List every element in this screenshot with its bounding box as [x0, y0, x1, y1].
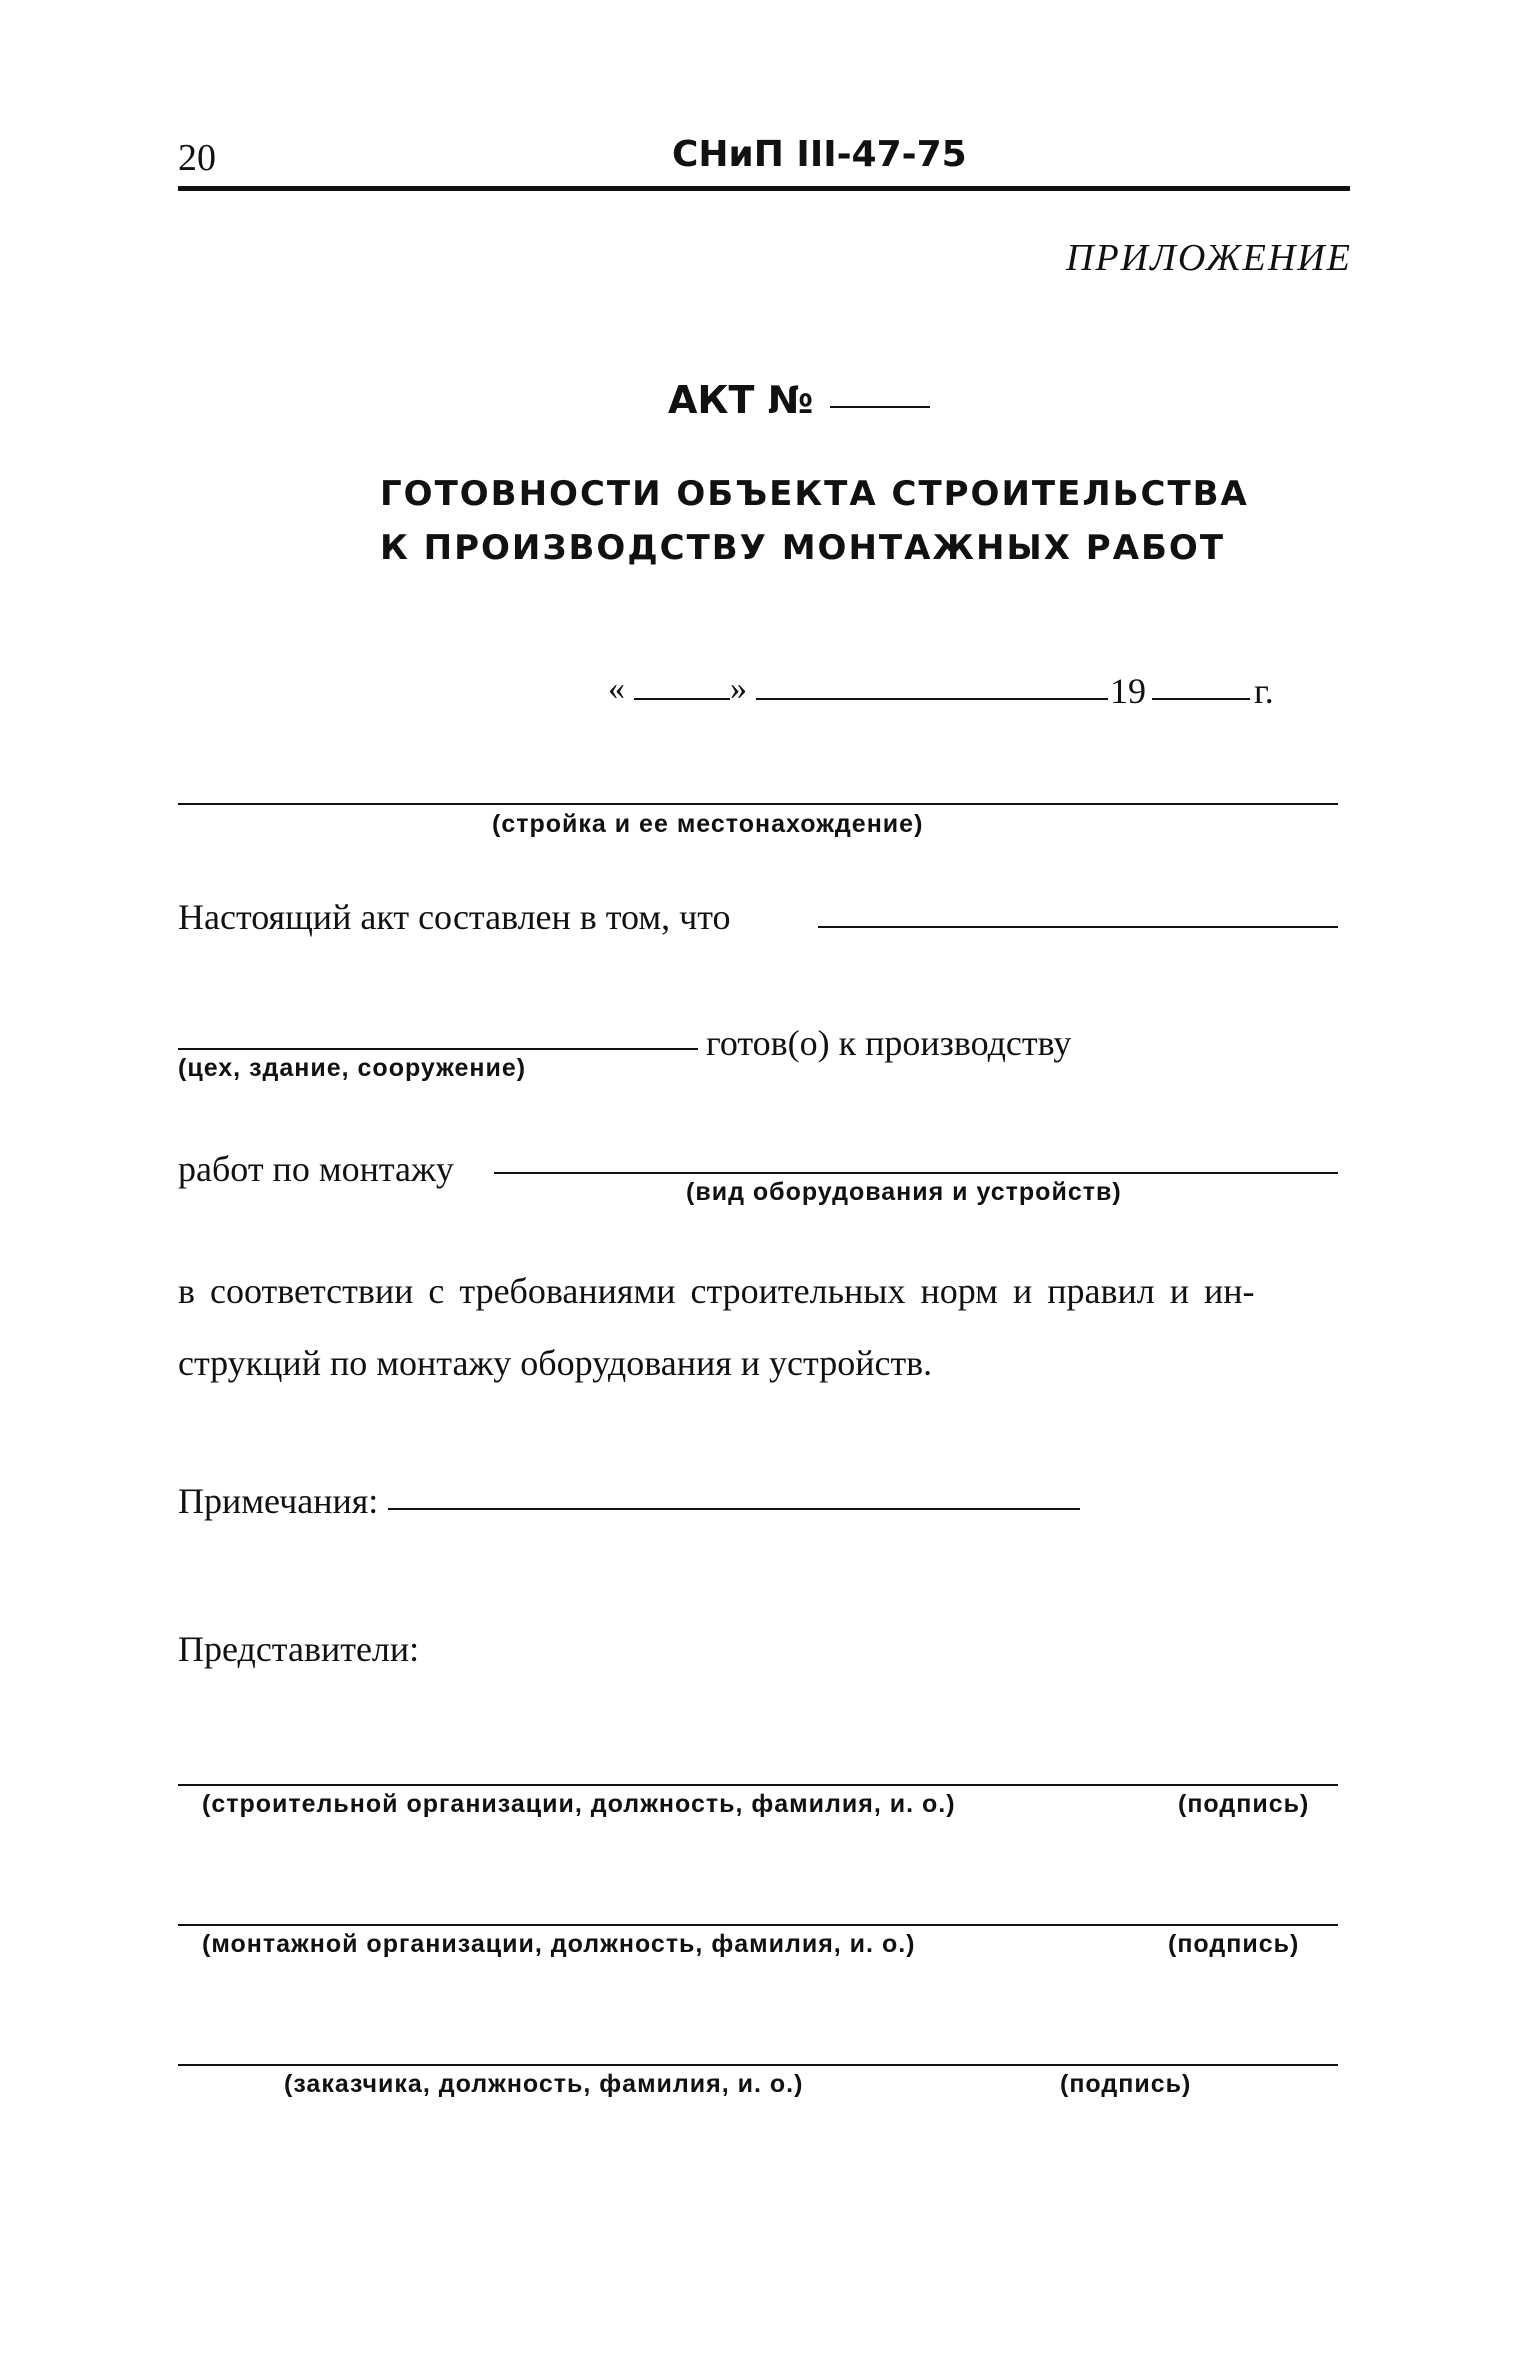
act-statement-blank: [818, 926, 1338, 928]
year-blank: [1152, 698, 1250, 700]
signature-line-3: [178, 2064, 1338, 2066]
equipment-caption: (вид оборудования и устройств): [686, 1178, 1122, 1206]
appendix-label: ПРИЛОЖЕНИЕ: [1066, 237, 1352, 279]
act-statement: Настоящий акт составлен в том, что: [178, 897, 731, 937]
notes-blank: [388, 1508, 1080, 1510]
building-caption: (цех, здание, сооружение): [178, 1054, 527, 1082]
signature-sign-caption-2: (подпись): [1168, 1930, 1300, 1958]
signature-role-caption-3: (заказчика, должность, фамилия, и. о.): [284, 2070, 804, 2098]
document-code: СНиП III-47-75: [672, 134, 967, 175]
signature-role-caption-2: (монтажной организации, должность, фамилия, и. о.): [202, 1930, 916, 1958]
ready-text: готов(о) к производству: [706, 1023, 1072, 1063]
page-number: 20: [178, 137, 216, 179]
date-open-quote: «: [608, 670, 625, 707]
compliance-line-2: струкций по монтажу оборудования и устройств.: [178, 1343, 933, 1383]
date-close-quote: »: [730, 670, 747, 707]
representatives-label: Представители:: [178, 1629, 420, 1669]
header-rule: [178, 186, 1350, 191]
act-number-blank: [830, 406, 930, 408]
compliance-line-1: в соответствии с требованиями строительных норм и правил и ин-: [178, 1271, 1255, 1311]
signature-sign-caption-1: (подпись): [1178, 1790, 1310, 1818]
act-label: АКТ №: [668, 378, 814, 422]
title-line-2: К ПРОИЗВОДСТВУ МОНТАЖНЫХ РАБОТ: [380, 528, 1226, 568]
signature-role-caption-1: (строительной организации, должность, фамилия, и. о.): [202, 1790, 956, 1818]
year-prefix: 19: [1110, 671, 1146, 711]
works-label: работ по монтажу: [178, 1149, 454, 1189]
equipment-blank: [494, 1172, 1338, 1174]
year-suffix: г.: [1254, 671, 1274, 711]
signature-sign-caption-3: (подпись): [1060, 2070, 1192, 2098]
site-caption: (стройка и ее местонахождение): [492, 810, 924, 838]
notes-label: Примечания:: [178, 1481, 379, 1521]
signature-line-2: [178, 1924, 1338, 1926]
building-blank: [178, 1048, 698, 1050]
signature-line-1: [178, 1784, 1338, 1786]
title-line-1: ГОТОВНОСТИ ОБЪЕКТА СТРОИТЕЛЬСТВА: [380, 474, 1249, 514]
site-blank: [178, 803, 1338, 805]
month-blank: [756, 698, 1108, 700]
day-blank: [634, 698, 730, 700]
